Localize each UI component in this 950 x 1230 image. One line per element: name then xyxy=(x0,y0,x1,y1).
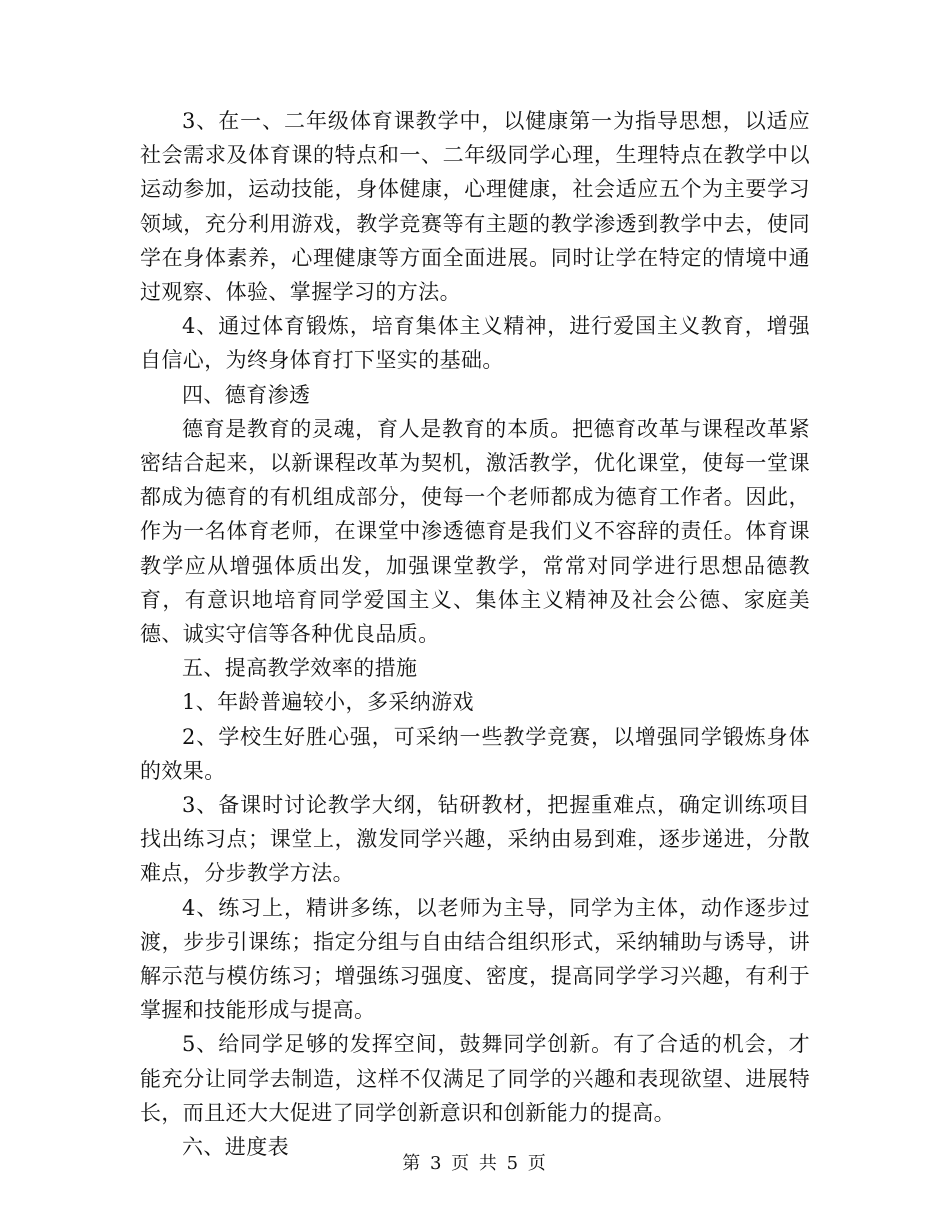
paragraph-item-3: 3、在一、二年级体育课教学中，以健康第一为指导思想，以适应社会需求及体育课的特点和一、二年级同学心理，生理特点在教学中以运动参加，运动技能，身体健康，心理健康，社会适应五个为主要学习领域，充分利用游戏，教学竞赛等有主题的教学渗透到教学中去，使同学在身体素养，心理健康等方面全面进展。同时让学在特定的情境中通过观察、体验、掌握学习的方法。 xyxy=(140,109,810,305)
section-heading-teaching-efficiency: 五、提高教学效率的措施 xyxy=(182,656,418,681)
paragraph-moral-education: 德育是教育的灵魂，育人是教育的本质。把德育改革与课程改革紧密结合起来，以新课程改革为契机，激活教学，优化课堂，使每一堂课都成为德育的有机组成部分，使每一个老师都成为德育工作者。因此，作为一名体育老师，在课堂中渗透德育是我们义不容辞的责任。体育课教学应从增强体质出发，加强课堂教学，常常对同学进行思想品德教育，有意识地培育同学爱国主义、集体主义精神及社会公德、家庭美德、诚实守信等各种优良品质。 xyxy=(140,416,810,647)
section-heading-schedule: 六、进度表 xyxy=(182,1135,289,1160)
measure-item-4: 4、练习上，精讲多练，以老师为主导，同学为主体，动作逐步过渡，步步引课练；指定分组与自由结合组织形式，采纳辅助与诱导，讲解示范与模仿练习；增强练习强度、密度，提高同学学习兴趣，有利于掌握和技能形成与提高。 xyxy=(140,895,810,1023)
measure-item-5: 5、给同学足够的发挥空间，鼓舞同学创新。有了合适的机会，才能充分让同学去制造，这样不仅满足了同学的兴趣和表现欲望、进展特长，而且还大大促进了同学创新意识和创新能力的提高。 xyxy=(140,1032,810,1125)
page-number-footer: 第 3 页 共 5 页 xyxy=(402,1153,548,1174)
section-heading-moral-education: 四、德育渗透 xyxy=(182,382,311,407)
document-body xyxy=(140,104,810,1164)
measure-item-2: 2、学校生好胜心强，可采纳一些教学竞赛，以增强同学锻炼身体的效果。 xyxy=(140,724,810,783)
paragraph-item-4: 4、通过体育锻炼，培育集体主义精神，进行爱国主义教育，增强自信心，为终身体育打下坚实的基础。 xyxy=(140,314,810,373)
measure-item-1: 1、年龄普遍较小，多采纳游戏 xyxy=(182,690,474,715)
measure-item-3: 3、备课时讨论教学大纲，钻研教材，把握重难点，确定训练项目找出练习点；课堂上，激发同学兴趣，采纳由易到难，逐步递进，分散难点，分步教学方法。 xyxy=(140,793,810,886)
